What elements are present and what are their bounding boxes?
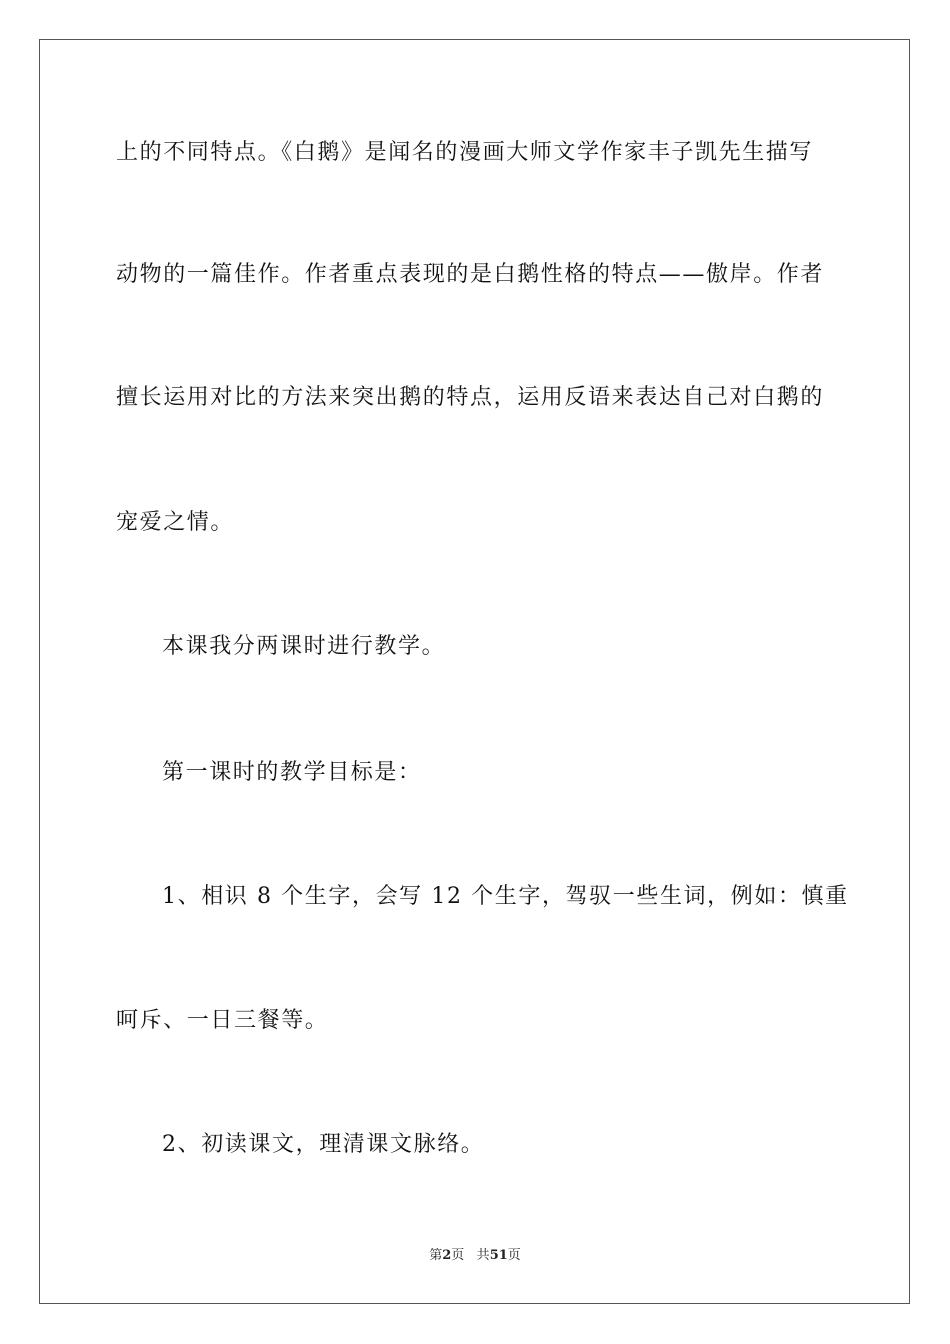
- paragraph-objectives-heading: 第一课时的教学目标是：: [162, 760, 422, 785]
- footer-page-number: 2: [442, 1248, 452, 1263]
- paragraph-lesson-plan: 本课我分两课时进行教学。: [162, 634, 446, 659]
- objective-1-line-1: 1、相识 8 个生字，会写 12 个生字，驾驭一些生词，例如：慎重: [162, 884, 849, 909]
- footer-total-pages: 51: [489, 1248, 508, 1263]
- paragraph-line-1: 上的不同特点。《白鹅》是闻名的漫画大师文学作家丰子凯先生描写: [116, 140, 814, 165]
- paragraph-line-2: 动物的一篇佳作。作者重点表现的是白鹅性格的特点——傲岸。作者: [116, 262, 825, 287]
- footer-total-suffix: 页: [507, 1248, 521, 1263]
- page-frame: [39, 39, 910, 1304]
- footer-page-prefix: 第: [429, 1248, 443, 1263]
- paragraph-line-4: 宠爱之情。: [116, 510, 235, 535]
- paragraph-line-3: 擅长运用对比的方法来突出鹅的特点，运用反语来表达自己对白鹅的: [116, 385, 825, 410]
- objective-1-line-2: 呵斥、一日三餐等。: [116, 1008, 329, 1033]
- page-footer: [0, 1247, 950, 1265]
- footer-total-prefix: 共: [476, 1248, 490, 1263]
- footer-page-suffix: 页: [451, 1248, 465, 1263]
- objective-2: 2、初读课文，理清课文脉络。: [162, 1132, 485, 1157]
